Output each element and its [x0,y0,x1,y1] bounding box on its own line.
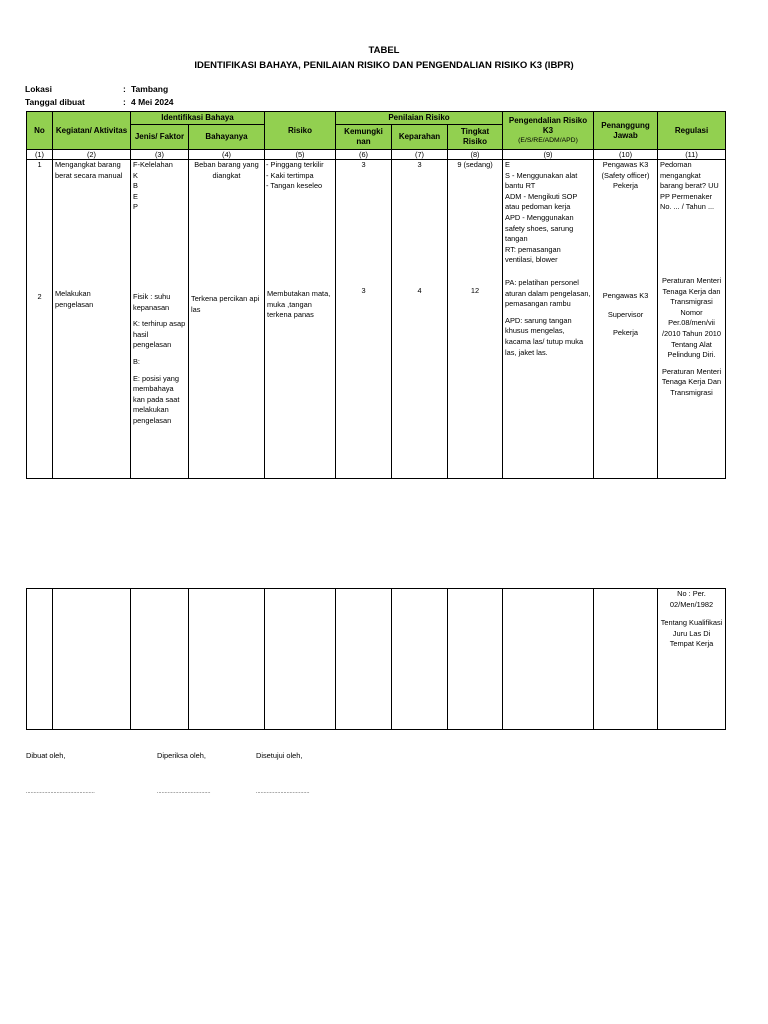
cell-jenis [131,160,189,479]
row1-risiko [266,160,333,192]
cell-risiko [265,160,336,479]
row2-regulasi [660,276,723,399]
jenis-item: B: [133,356,140,366]
document-subtitle: IDENTIFIKASI BAHAYA, PENILAIAN RISIKO DAN PENGENDALIAN RISIKO K3 (IBPR) [194,60,574,71]
header-regulasi: Regulasi [658,112,726,150]
row1-tingkat: 9 (sedang) [457,160,493,169]
row1-pengendalian [505,160,591,266]
diperiksa-signature-line: ................................... [157,789,211,795]
header-kegiatan: Kegiatan/ Aktivitas [53,112,131,150]
risiko-item: - Kaki tertimpa [266,170,314,180]
cont-cell [392,589,448,730]
risiko-item: - Tangan keseleo [266,181,323,191]
cell-pengendalian [503,160,594,479]
cont-cell [594,589,658,730]
col-number: (6) [336,150,392,160]
cell-tingkat [448,160,503,479]
jenis-item: K: terhirup asap hasil pengelasan [133,319,186,350]
header-penilaian: Penilaian Risiko [336,112,503,125]
col-number: (11) [658,150,726,160]
ibpr-table-continuation [26,588,726,730]
jenis-item: P [133,202,138,212]
col-number: (8) [448,150,503,160]
col-number: (10) [594,150,658,160]
col-number: (5) [265,150,336,160]
cont-cell [336,589,392,730]
lokasi-label: Lokasi [25,84,52,94]
penanggung-item: Supervisor [607,309,644,319]
tanggal-value: 4 Mei 2024 [131,97,174,107]
disetujui-label: Disetujui oleh, [256,751,303,760]
ibpr-table [26,111,726,479]
cell-bahaya [189,160,265,479]
cell-regulasi [658,160,726,479]
cont-cell [131,589,189,730]
row2-bahaya: Terkena percikan api las [191,294,260,314]
dibuat-label: Dibuat oleh, [26,751,66,760]
table-row [27,160,726,479]
regulasi-item: No : Per. 02/Men/1982 [669,589,714,609]
header-no: No [27,112,53,150]
pengendalian-item: PA: pelatihan personel aturan dalam pengelasan, pemasangan rambu [505,278,591,309]
col-number: (4) [189,150,265,160]
cont-cell [448,589,503,730]
row1-keparahan: 3 [417,160,422,169]
jenis-item: Fisik : suhu kepanasan [133,292,171,312]
row1-kemungkinan: 3 [361,160,366,169]
jenis-item: B [133,181,138,191]
tanggal-label: Tanggal dibuat [25,97,85,107]
dibuat-signature-line: ............................................. [26,789,95,795]
row1-kegiatan: Mengangkat barang berat secara manual [55,160,123,180]
header-kemungkinan: Kemungki nan [336,125,392,150]
col-number: (2) [53,150,131,160]
regulasi-item: Tentang Kualifikasi Juru Las Di Tempat Kerja [660,618,723,649]
cont-cell [265,589,336,730]
header-identifikasi: Identifikasi Bahaya [131,112,265,125]
cell-kemungkinan [336,160,392,479]
cont-cell [189,589,265,730]
header-pengendalian [503,112,594,150]
meta-lokasi [25,84,168,94]
row1-bahaya: Beban barang yang diangkat [194,160,259,180]
jenis-item: E [133,191,138,201]
pengendalian-item: APD - Menggunakan safety shoes, sarung tangan [505,212,574,244]
disetujui-signature-line: ................................... [256,789,310,795]
risiko-item: - Pinggang terkilir [266,160,324,169]
lokasi-colon: : [123,84,126,94]
header-pengendalian-title: Pengendalian Risiko K3 [508,115,588,135]
row2-kegiatan: Melakukan pengelasan [55,289,94,309]
header-penanggung: Penanggung Jawab [594,112,658,150]
regulasi-item: Peraturan Menteri Tenaga Kerja dan Transmigrasi Nomor Per.08/men/vii /2010 Tahun 2010 Tentang Alat Pelindung Diri. [661,276,722,360]
pengendalian-item: E [505,160,510,169]
header-bahayanya: Bahayanya [189,125,265,150]
row2-keparahan: 4 [417,286,422,295]
cell-kegiatan [53,160,131,479]
header-keparahan: Keparahan [392,125,448,150]
jenis-item: K [133,170,138,180]
pengendalian-item: S - Menggunakan alat bantu RT [505,170,578,191]
header-jenis: Jenis/ Faktor [131,125,189,150]
tanggal-colon: : [123,97,126,107]
header-tingkat: Tingkat Risiko [448,125,503,150]
pengendalian-item: ADM - Mengikuti SOP atau pedoman kerja [505,191,578,212]
cell-no [27,160,53,479]
row2-tingkat: 12 [470,286,480,295]
penanggung-item: Pekerja [612,328,639,338]
row2-no: 2 [37,292,42,301]
col-number: (3) [131,150,189,160]
col-number: (9) [503,150,594,160]
header-risiko: Risiko [265,112,336,150]
diperiksa-label: Diperiksa oleh, [157,751,206,760]
lokasi-value: Tambang [131,84,169,94]
row2-risiko: Membutakan mata, muka ,tangan terkena panas [267,289,331,320]
regulasi-item: Peraturan Menteri Tenaga Kerja Dan Transmigrasi [661,366,722,397]
row1-penanggung: Pengawas K3 (Safety officer) Pekerja [601,160,650,191]
row1-regulasi: Pedoman mengangkat barang berat? UU PP Permenaker No. ... / Tahun ... [660,160,719,212]
row1-no: 1 [37,160,42,169]
cont-cell [27,589,53,730]
header-pengendalian-sub: (E/S/RE/ADM/APD) [518,136,578,144]
cont-regulasi [658,589,726,730]
jenis-item: E: posisi yang membahaya kan pada saat melakukan pengelasan [133,373,180,425]
jenis-item: F-Kelelahan [133,160,173,169]
col-number: (1) [27,150,53,160]
row2-penanggung [596,291,655,339]
table-row [27,589,726,730]
cell-penanggung [594,160,658,479]
cell-keparahan [392,160,448,479]
penanggung-item: Pengawas K3 [602,291,649,300]
cont-cell [503,589,594,730]
pengendalian-item: APD: sarung tangan khusus mengelas, kacama las/ tutup muka las, jaket las. [505,315,584,357]
row2-jenis [133,292,186,427]
meta-tanggal [25,97,174,107]
document-title: TABEL [368,45,400,56]
col-number: (7) [392,150,448,160]
cont-cell [53,589,131,730]
row1-jenis [133,160,186,213]
row2-pengendalian [505,278,591,358]
row2-kemungkinan: 3 [361,286,366,295]
pengendalian-item: RT: pemasangan ventilasi, blower [505,244,561,265]
